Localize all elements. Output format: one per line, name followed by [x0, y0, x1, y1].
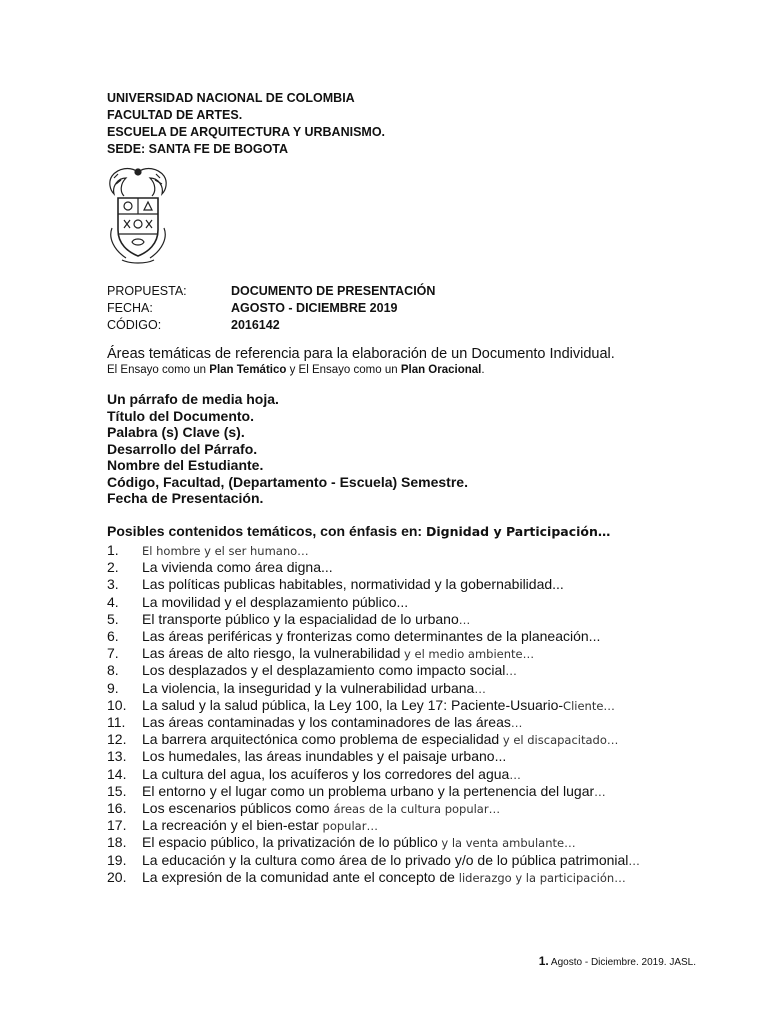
intro-subtitle	[107, 363, 615, 378]
institution-line: SEDE: SANTA FE DE BOGOTA	[107, 142, 289, 156]
topic-number: 6.	[107, 628, 119, 645]
topic-text	[142, 731, 618, 748]
topic-text	[142, 766, 521, 783]
topic-item	[107, 748, 640, 765]
meta-value: DOCUMENTO DE PRESENTACIÓN	[231, 284, 436, 298]
topic-main: Las áreas de alto riesgo, la vulnerabilidad	[142, 645, 401, 662]
intro-text: y El Ensayo como un	[286, 364, 401, 376]
topic-number: 7.	[107, 645, 119, 662]
requirements-list	[107, 391, 468, 507]
topic-item	[107, 869, 640, 886]
topic-text	[142, 817, 378, 834]
topic-tail: y la venta ambulante…	[437, 836, 576, 851]
meta-label: PROPUESTA:	[107, 284, 187, 298]
topic-number: 14.	[107, 765, 127, 782]
topic-main: El transporte público y la espacialidad de lo urbano	[142, 610, 459, 627]
topics-heading	[107, 523, 640, 540]
topic-tail: Cliente…	[563, 698, 615, 713]
requirement-item: Nombre del Estudiante.	[107, 457, 264, 473]
topic-text	[142, 662, 517, 679]
topic-main: La salud y la salud pública, la Ley 100, la Ley 17: Paciente-Usuario-	[142, 696, 564, 713]
topic-number: 15.	[107, 782, 127, 799]
topic-text	[142, 611, 470, 628]
intro	[107, 345, 615, 378]
topic-item	[107, 852, 640, 869]
topic-main: Las políticas publicas habitables, normatividad y la gobernabilidad...	[142, 576, 564, 593]
page-footer	[539, 954, 696, 968]
topic-main: La educación y la cultura como área de lo privado y/o de lo pública patrimonial	[142, 851, 629, 868]
topic-item	[107, 834, 640, 851]
topics-list	[107, 542, 640, 886]
topic-main: La recreación y el bien-estar	[142, 817, 323, 834]
topic-main: La movilidad y el desplazamiento público...	[142, 593, 409, 610]
topic-tail: …	[474, 681, 486, 696]
meta-row	[107, 283, 435, 300]
topic-main: El espacio público, la privatización de lo público	[142, 834, 438, 851]
topic-main: La barrera arquitectónica como problema de especialidad	[142, 731, 500, 748]
topic-item	[107, 611, 640, 628]
topic-item	[107, 628, 640, 645]
topic-main: El entorno y el lugar como un problema urbano y la pertenencia del lugar	[142, 782, 595, 799]
topic-tail: …	[509, 767, 521, 782]
topic-number: 1.	[107, 542, 119, 558]
topic-item	[107, 783, 640, 800]
topic-item	[107, 576, 640, 593]
topic-text	[142, 628, 600, 645]
topic-item	[107, 800, 640, 817]
topic-number: 18.	[107, 834, 127, 851]
requirement-item: Código, Facultad, (Departamento - Escuela) Semestre.	[107, 473, 468, 490]
footer-text: Agosto - Diciembre. 2019. JASL.	[548, 957, 696, 968]
topic-tail: …	[594, 784, 606, 799]
intro-text: .	[481, 364, 485, 376]
intro-text: El Ensayo como un	[107, 364, 210, 376]
topic-number: 5.	[107, 610, 119, 627]
topic-text	[142, 594, 408, 611]
meta-label: CÓDIGO:	[107, 318, 162, 332]
topic-main: Los desplazados y el desplazamiento como impacto social	[142, 662, 506, 679]
topic-text	[142, 783, 606, 800]
intro-emphasis: Plan Temático	[209, 364, 287, 376]
coat-of-arms-icon	[104, 164, 172, 266]
topic-tail: popular…	[322, 819, 378, 834]
topic-number: 2.	[107, 559, 119, 576]
topic-main: Los escenarios públicos como	[142, 800, 334, 817]
topic-text	[142, 800, 500, 817]
topic-number: 4.	[107, 593, 119, 610]
document-meta	[107, 283, 435, 334]
topic-text	[142, 748, 506, 765]
topic-main: La violencia, la inseguridad y la vulnerabilidad urbana	[142, 679, 475, 696]
topic-tail: …	[628, 853, 640, 868]
meta-value: 2016142	[231, 318, 280, 332]
topic-tail: …	[458, 612, 471, 627]
topic-item	[107, 766, 640, 783]
institution-line: UNIVERSIDAD NACIONAL DE COLOMBIA	[107, 91, 355, 105]
topic-text	[142, 576, 564, 593]
topic-text	[142, 645, 534, 662]
topic-item	[107, 559, 640, 576]
topic-main: La cultura del agua, los acuíferos y los corredores del agua	[142, 765, 510, 782]
topic-item	[107, 542, 640, 559]
topic-item	[107, 662, 640, 679]
topic-text	[142, 834, 576, 851]
topics-section	[107, 523, 640, 886]
topic-tail: y el discapacitado…	[499, 733, 619, 748]
topic-number: 19.	[107, 851, 127, 868]
meta-row	[107, 300, 435, 317]
topic-text	[142, 559, 333, 576]
requirement-item: Título del Documento.	[107, 407, 254, 424]
topic-text	[142, 697, 615, 714]
topic-tail: y el medio ambiente…	[400, 647, 535, 662]
topic-main: Las áreas contaminadas y los contaminadores de las áreas	[142, 714, 511, 731]
topic-tail: …	[505, 664, 517, 679]
topic-text	[142, 852, 640, 869]
requirement-item: Fecha de Presentación.	[107, 490, 264, 506]
topic-number: 16.	[107, 800, 127, 817]
institution-line: FACULTAD DE ARTES.	[107, 108, 243, 122]
topic-item	[107, 697, 640, 714]
topic-tail: áreas de la cultura popular…	[333, 802, 501, 817]
requirement-item: Desarrollo del Párrafo.	[107, 440, 258, 457]
topic-item	[107, 817, 640, 834]
intro-emphasis: Plan Oracional	[400, 364, 482, 376]
topic-number: 17.	[107, 817, 127, 834]
topic-main: Los humedales, las áreas inundables y el paisaje urbano...	[142, 748, 507, 765]
topic-item	[107, 680, 640, 697]
topic-text	[142, 542, 309, 559]
topic-number: 8.	[107, 662, 119, 679]
topic-number: 20.	[107, 868, 127, 885]
topic-item	[107, 714, 640, 731]
topics-heading-text: Posibles contenidos temáticos, con énfasis en:	[107, 523, 426, 539]
topic-tail: …	[510, 716, 523, 731]
topic-item	[107, 645, 640, 662]
topic-text	[142, 714, 522, 731]
institution-header	[107, 90, 385, 158]
topic-number: 13.	[107, 748, 127, 765]
topic-text	[142, 869, 626, 886]
requirement-item: Palabra (s) Clave (s).	[107, 424, 245, 440]
institution-line: ESCUELA DE ARQUITECTURA Y URBANISMO.	[107, 125, 386, 139]
topic-tail: El hombre y el ser humano…	[142, 544, 309, 558]
requirement-item: Un párrafo de media hoja.	[107, 391, 279, 407]
meta-row	[107, 317, 435, 334]
topic-tail: liderazgo y la participación…	[458, 870, 626, 885]
topic-number: 3.	[107, 576, 119, 593]
topic-number: 9.	[107, 679, 119, 696]
topic-text	[142, 680, 486, 697]
meta-label: FECHA:	[107, 301, 153, 315]
page-number: 1.	[538, 954, 549, 968]
meta-value: AGOSTO - DICIEMBRE 2019	[231, 301, 398, 315]
topic-number: 12.	[107, 731, 127, 748]
topic-main: La expresión de la comunidad ante el concepto de	[142, 868, 459, 885]
topic-main: La vivienda como área digna...	[142, 559, 333, 576]
topic-main: Las áreas periféricas y fronterizas como determinantes de la planeación...	[142, 628, 601, 645]
topic-number: 10.	[107, 696, 127, 713]
topics-heading-emphasis: Dignidad y Participación…	[425, 524, 611, 539]
intro-title: Áreas temáticas de referencia para la elaboración de un Documento Individual.	[107, 346, 615, 362]
topic-item	[107, 594, 640, 611]
topic-number: 11.	[107, 714, 126, 731]
topic-item	[107, 731, 640, 748]
